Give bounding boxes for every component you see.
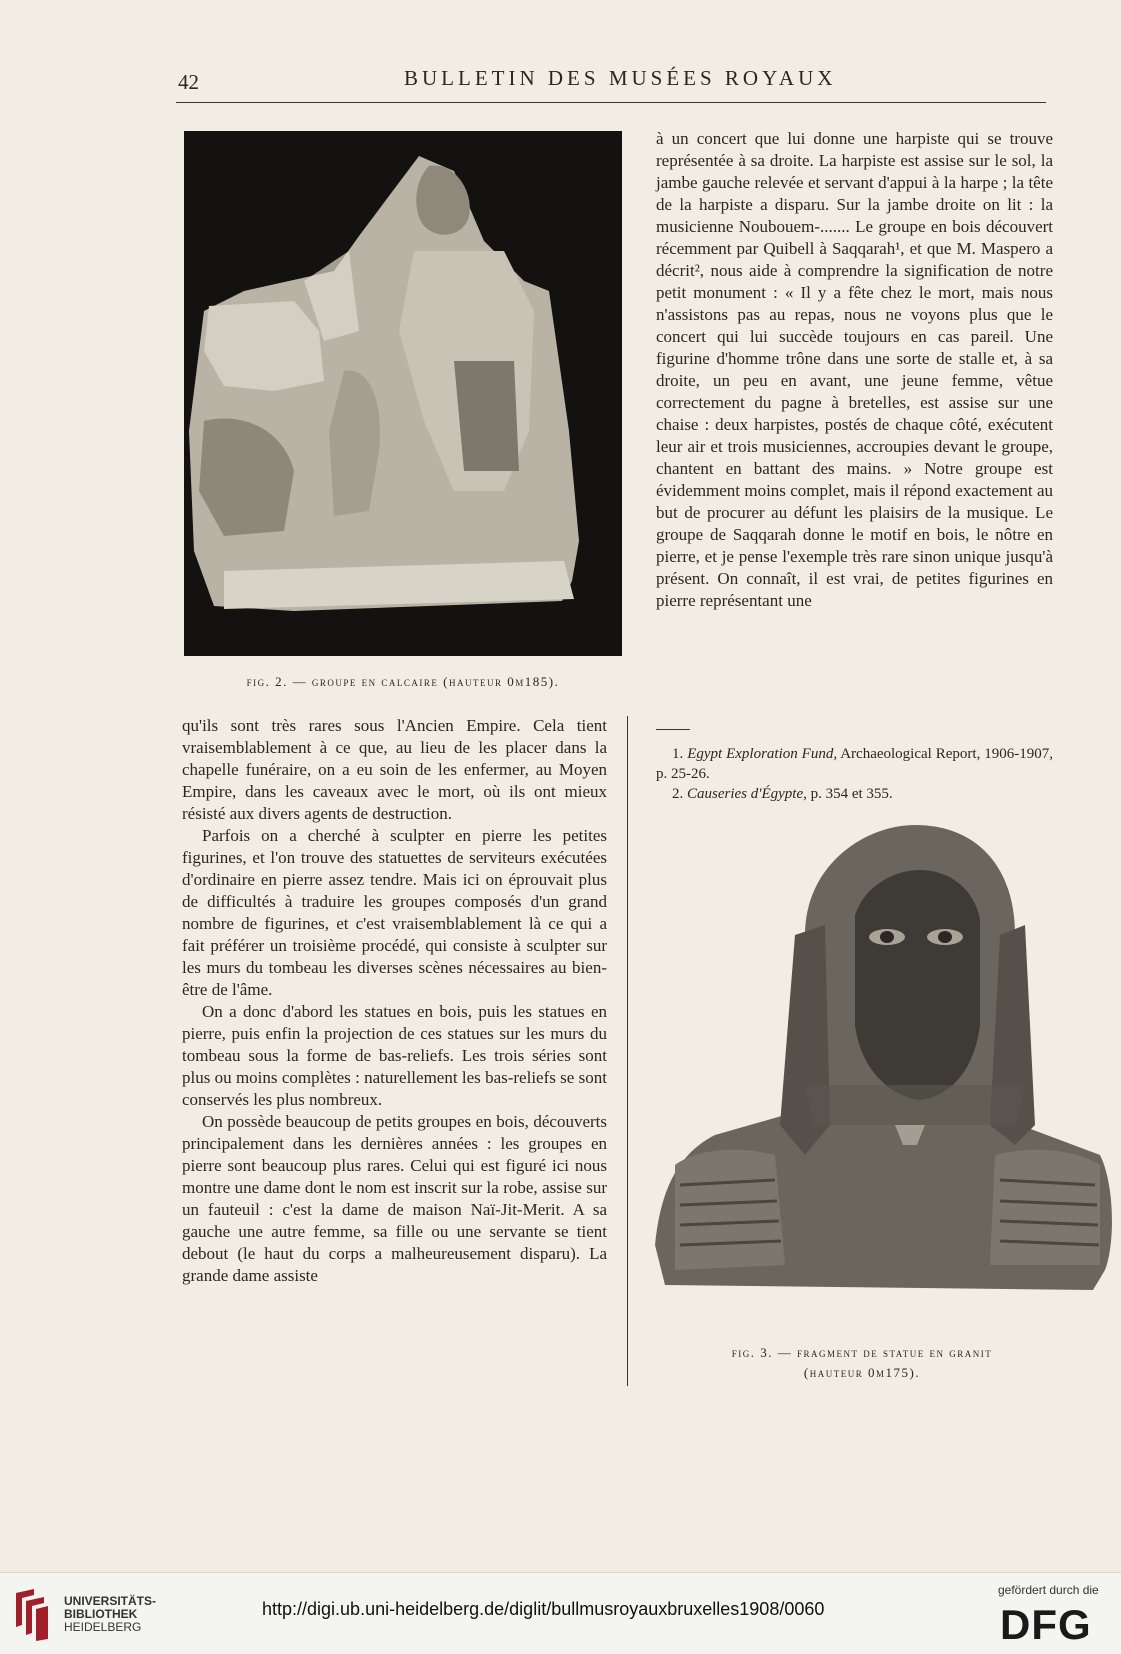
left-paragraph-1: qu'ils sont très rares sous l'Ancien Empire. Cela tient vraisemblablement à ce que, au lieu de les placer dans la chapelle funéraire, on a eu soin de les enfermer, au Moyen Empire, dans les caveaux avec le mort, où ils ont mieux résisté aux divers agents de destruction.	[182, 716, 607, 823]
footnote-1-number: 1.	[672, 746, 684, 762]
footnote-2-rest: p. 354 et 355.	[810, 786, 893, 802]
library-name-line3: HEIDELBERG	[64, 1620, 142, 1634]
footnote-1-title: Egypt Exploration Fund,	[687, 746, 838, 762]
footnote-2	[656, 784, 1053, 804]
funding-label: gefördert durch die	[998, 1583, 1099, 1597]
footnote-rule	[656, 729, 690, 730]
left-paragraph-2: Parfois on a cherché à sculpter en pierre les petites figurines, et l'on trouve des statuettes de serviteurs exécutées d'ordinaire en pierre assez tendre. Mais ici on éprouvait plus de difficultés à traduire les groupes composés d'un grand nombre de figurines, et c'est vraisemblablement là ce qui a fait préférer un troisième procédé, qui consiste à sculpter sur les murs du tombeau les diverses scènes nécessaires au bien-être de l'âme.	[182, 826, 607, 999]
right-column-text	[656, 128, 1053, 612]
left-paragraph-4: On possède beaucoup de petits groupes en bois, découverts principalement dans les dernières années : les groupes en pierre sont beaucoup plus rares. Celui qui est figuré ici nous montre une dame dont le nom est inscrit sur la robe, assise sur un fauteuil : c'est la dame de maison Naï-Jit-Merit. A sa gauche une autre femme, sa fille ou une servante se tient debout (le haut du corps a malheureusement disparu). La grande dame assiste	[182, 1112, 607, 1285]
footnote-2-number: 2.	[672, 786, 684, 802]
header-rule	[176, 102, 1046, 103]
figure-2-caption-label: fig. 2. — groupe en calcaire	[246, 674, 439, 689]
column-divider	[627, 716, 628, 1386]
library-name-line2: BIBLIOTHEK	[64, 1607, 138, 1621]
footnote-1-rest: Archaeological Report, 1906-1907, p. 25-26.	[656, 746, 1054, 782]
left-paragraph-3: On a donc d'abord les statues en bois, puis les statues en pierre, puis enfin la projection de ces statues sur les murs du tombeau sous la forme de bas-reliefs. Les trois séries sont plus ou moins complètes : naturellement les bas-reliefs se sont conservés les plus nombreux.	[182, 1002, 607, 1109]
page-number: 42	[178, 70, 199, 94]
footnote-1	[656, 744, 1053, 784]
footnote-2-title: Causeries d'Égypte,	[687, 786, 807, 802]
figure-3-caption-line1: fig. 3. — fragment de statue en granit	[731, 1345, 993, 1360]
footnotes	[656, 744, 1053, 804]
figure-2-caption	[184, 674, 622, 690]
figure-2-photo	[184, 131, 622, 656]
dfg-logo: DFG	[1000, 1601, 1092, 1648]
figure-3-photo	[655, 825, 1115, 1335]
ub-heidelberg-logo-icon	[12, 1585, 52, 1643]
left-column-text	[182, 715, 607, 1287]
figure-3-caption-line2: (hauteur 0m175).	[803, 1365, 921, 1380]
source-url-link[interactable]: http://digi.ub.uni-heidelberg.de/diglit/bullmusroyauxbruxelles1908/0060	[262, 1599, 825, 1619]
library-name-line1: UNIVERSITÄTS-	[64, 1594, 157, 1608]
figure-3-caption	[662, 1343, 1062, 1383]
library-name	[64, 1595, 156, 1634]
right-column-paragraph: à un concert que lui donne une harpiste qui se trouve représentée à sa droite. La harpiste est assise sur le sol, la jambe gauche relevée et servant d'appui à la harpe ; la tête de la harpiste a disparu. Sur la jambe droite on lit : la musicienne Noubouem-....... Le groupe en bois découvert récemment par Quibell à Saqqarah¹, et que M. Maspero a décrit², nous aide à comprendre la signification de notre petit monument : « Il y a fête chez le mort, mais nous n'assistons pas au repas, nous ne voyons plus que le concert qui lui succède toujours en cas pareil. Une figurine d'homme trône dans une sorte de stalle et, à sa droite, un peu en avant, une jeune femme, vêtue correctement du pagne à bretelles, est assise sur une chaise : deux harpistes, postés de chaque côté, exécutent leur air et trois musiciennes, accroupies devant le groupe, chantent en battant des mains. » Notre groupe est évidemment moins complet, mais il répond exactement au but de procurer au défunt les plaisirs de la musique. Le groupe de Saqqarah donne le motif en bois, le nôtre en pierre, et je pense l'exemple très rare sinon unique jusqu'à présent. On connaît, il est vrai, de petites figurines en pierre représentant une	[656, 129, 1053, 610]
footer-bar	[0, 1572, 1121, 1654]
running-title: BULLETIN DES MUSÉES ROYAUX	[404, 66, 837, 90]
figure-2-caption-size: (hauteur 0m185).	[443, 674, 560, 689]
